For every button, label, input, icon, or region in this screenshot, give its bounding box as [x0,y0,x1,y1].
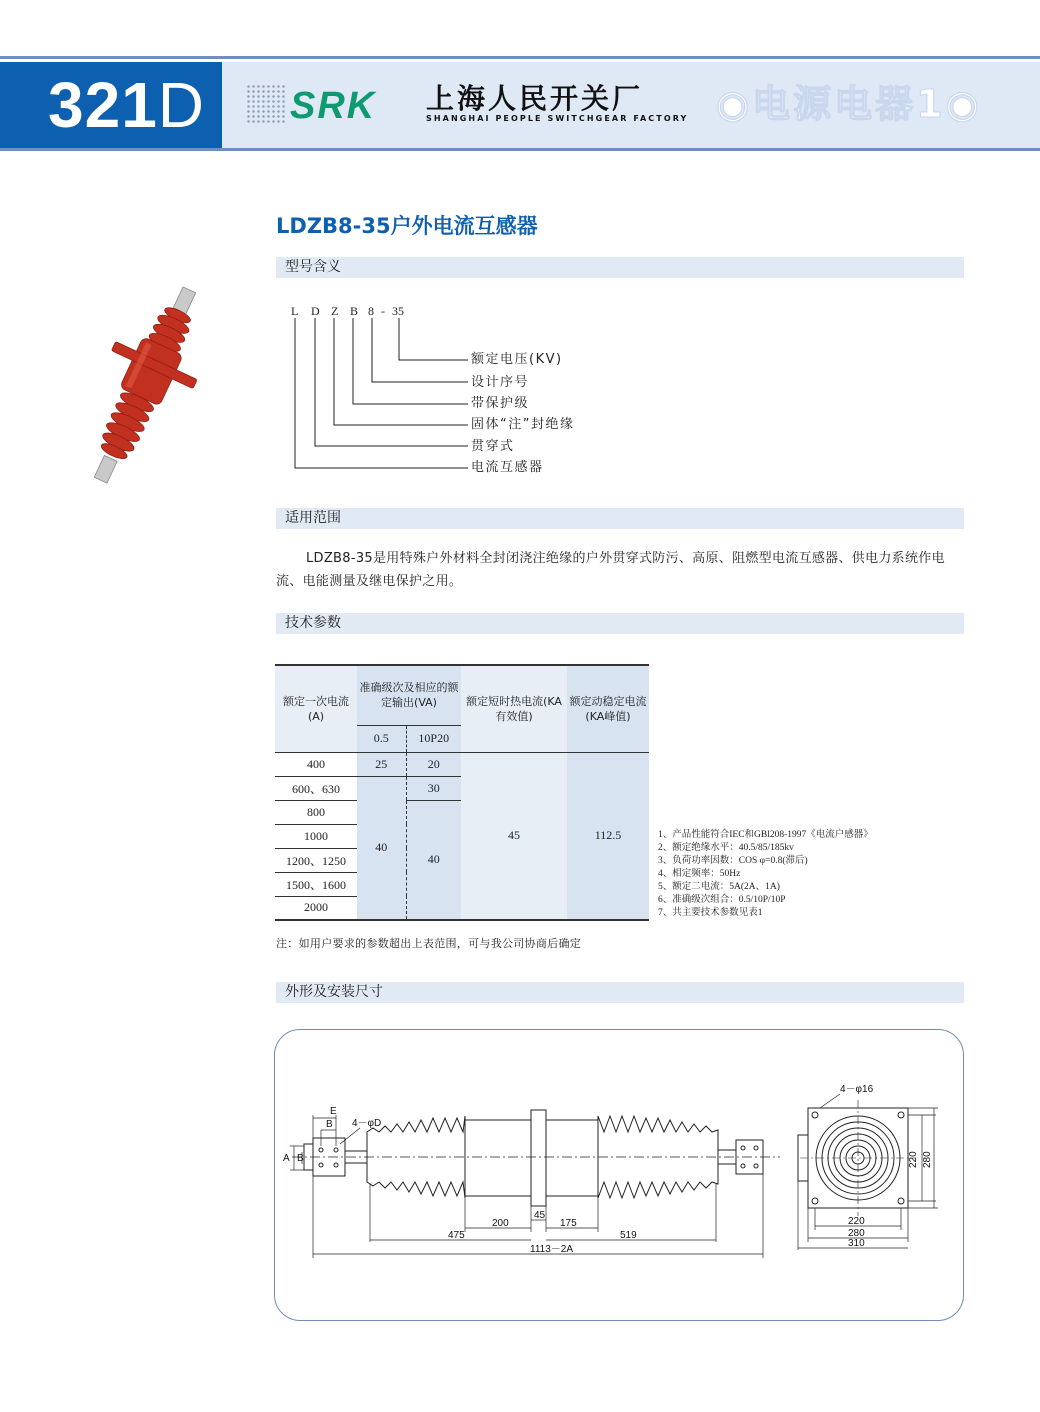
model-letter-d: D [311,304,320,318]
header-top-rule [0,56,1040,59]
model-letter-b: B [350,304,359,318]
tech-note: 4、相定频率：50Hz [658,869,741,879]
va-05-cell: 40 [357,776,406,920]
header-thermal-current: 额定短时热电流(KA有效值) [461,665,567,752]
dim-label-519: 519 [620,1230,637,1241]
model-letter-z: Z [331,304,339,318]
model-letter-dash: - [381,304,385,318]
dim-label-475: 475 [448,1230,465,1241]
section-bar-scope: 适用范围 [276,508,964,529]
va-10p20-cell: 30 [406,776,461,800]
table-footnote: 注：如用户要求的参数超出上表范围，可与我公司协商后确定 [276,937,582,950]
section-bar-dimensions: 外形及安装尺寸 [276,982,964,1003]
dim-label-280: 280 [848,1228,865,1239]
va-05-cell: 25 [357,752,406,776]
thermal-current-value: 45 [461,752,567,920]
model-letter-l: L [291,304,299,318]
dim-label-310: 310 [848,1238,865,1249]
meaning-rated-voltage: 额定电压(KV) [471,352,563,367]
meaning-solid-cast-insulation: 固体“注”封绝缘 [471,417,575,432]
current-transformer-photo [60,280,230,490]
header-primary-current: 额定一次电流(A) [275,665,357,752]
dynamic-current-value: 112.5 [567,752,649,920]
tech-note: 6、准确级次组合：0.5/10P/10P [658,895,786,905]
current-cell: 2000 [275,896,357,920]
current-cell: 800 [275,800,357,824]
dim-label-45: 45 [534,1210,546,1221]
dim-label-b: B [326,1119,333,1130]
brand-logo: SRK [290,85,377,127]
dim-label-280-vertical: 280 [922,1151,933,1168]
dim-label-220: 220 [848,1216,865,1227]
section-bar-tech: 技术参数 [276,613,964,634]
tech-note: 3、负荷功率因数：COS φ=0.8(滞后) [658,856,808,866]
current-cell: 400 [275,752,357,776]
spec-table-wrap [275,664,649,921]
section-bar-model: 型号含义 [276,257,964,278]
tech-note: 5、额定二电流：5A(2A、1A) [658,882,780,892]
tech-notes [658,829,873,920]
va-10p20-cell: 40 [406,800,461,920]
meaning-design-serial: 设计序号 [471,375,530,390]
page-suffix: D [157,69,205,141]
dimension-drawing [280,1060,960,1270]
model-letter-35: 35 [392,304,404,318]
spec-table [275,664,649,921]
scope-text: LDZB8-35是用特殊户外材料全封闭浇注绝缘的户外贯穿式防污、高原、阻燃型电流互感器、供电力系统作电流、电能测量及继电保护之用。 [276,551,945,589]
page-number: 321D [48,69,205,141]
model-letter-8: 8 [368,304,374,318]
factory-name-en: SHANGHAI PEOPLE SWITCHGEAR FACTORY [426,114,689,123]
model-leader-lines [276,316,476,476]
current-cell: 600、630 [275,776,357,800]
dim-label-175: 175 [560,1218,577,1229]
current-cell: 1500、1600 [275,872,357,896]
section-tag: ◉电源电器1◉ [716,82,982,126]
meaning-protection-class: 带保护级 [471,396,530,411]
tech-note: 1、产品性能符合IEC和GBl208-1997《电流户感器》 [658,830,873,840]
dim-label-holes: 4－φ16 [840,1084,874,1095]
header-bottom-rule [0,148,1040,151]
va-10p20-cell: 20 [406,752,461,776]
dim-label-a: A [283,1153,290,1164]
dot-pattern-icon [246,84,286,124]
current-cell: 1200、1250 [275,848,357,872]
header-class-05: 0.5 [357,725,406,752]
dim-label-hole: 4－φD [352,1118,382,1129]
factory-name-cn: 上海人民开关厂 [426,82,644,115]
tech-note: 7、共主要技术参数见表1 [658,908,763,918]
product-title: LDZB8-35户外电流互感器 [276,214,538,238]
current-cell: 1000 [275,824,357,848]
dim-label-b2: B [297,1153,304,1164]
header-accuracy-class: 准确级次及相应的额定输出(VA) [357,665,461,725]
header-dynamic-current: 额定动稳定电流(KA峰值) [567,665,649,752]
meaning-through-type: 贯穿式 [471,439,515,454]
header-class-10p20: 10P20 [406,725,461,752]
dim-label-200: 200 [492,1218,509,1229]
meaning-current-transformer: 电流互感器 [471,460,544,475]
dim-label-220-vertical: 220 [908,1151,919,1168]
dim-label-total: 1113－2A [530,1244,573,1255]
dim-label-e: E [330,1106,337,1117]
tech-note: 2、额定绝缘水平：40.5/85/185kv [658,843,794,853]
